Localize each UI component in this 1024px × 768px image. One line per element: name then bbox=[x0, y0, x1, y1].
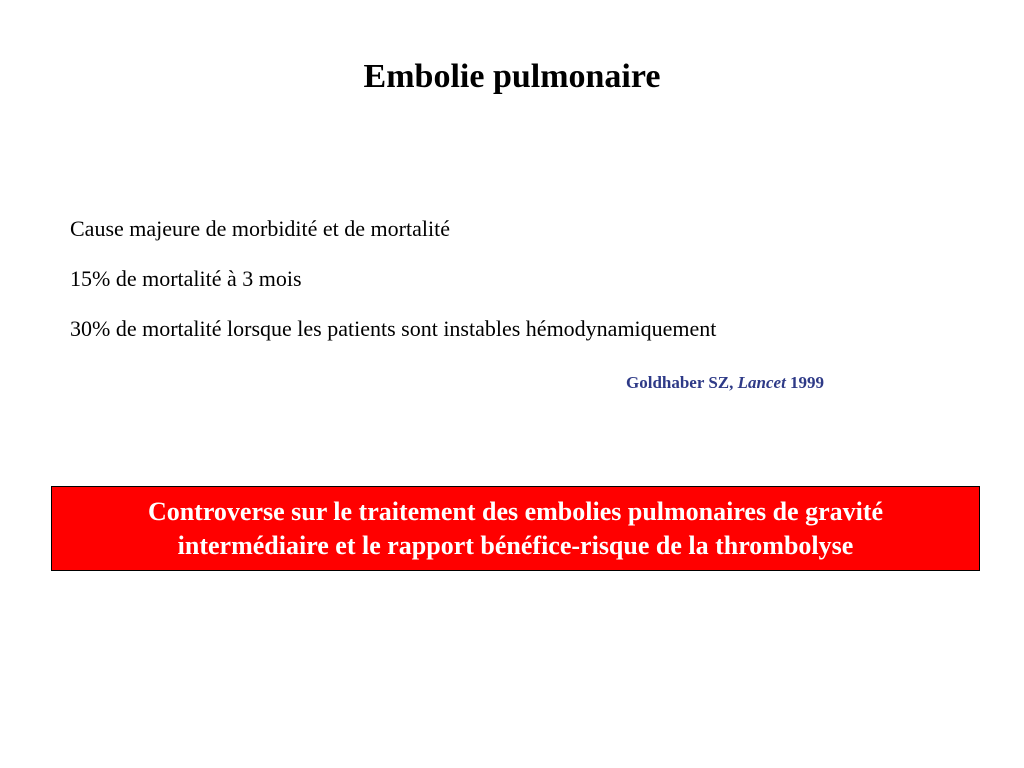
controversy-banner bbox=[51, 486, 980, 571]
bullet-item: 15% de mortalité à 3 mois bbox=[70, 266, 302, 291]
citation bbox=[626, 371, 824, 395]
citation-journal: Lancet bbox=[737, 373, 786, 392]
slide-title: Embolie pulmonaire bbox=[363, 58, 661, 95]
bullet-list bbox=[70, 216, 970, 366]
citation-author: Goldhaber SZ, bbox=[626, 373, 734, 392]
bullet-item: 30% de mortalité lorsque les patients sont instables hémodynamiquement bbox=[70, 316, 717, 341]
banner-line-2: intermédiaire et le rapport bénéfice-risque de la thrombolyse bbox=[177, 531, 854, 560]
bullet-item: Cause majeure de morbidité et de mortalité bbox=[70, 216, 450, 241]
citation-year: 1999 bbox=[790, 373, 825, 392]
banner-line-1: Controverse sur le traitement des embolies pulmonaires de gravité bbox=[147, 497, 884, 526]
